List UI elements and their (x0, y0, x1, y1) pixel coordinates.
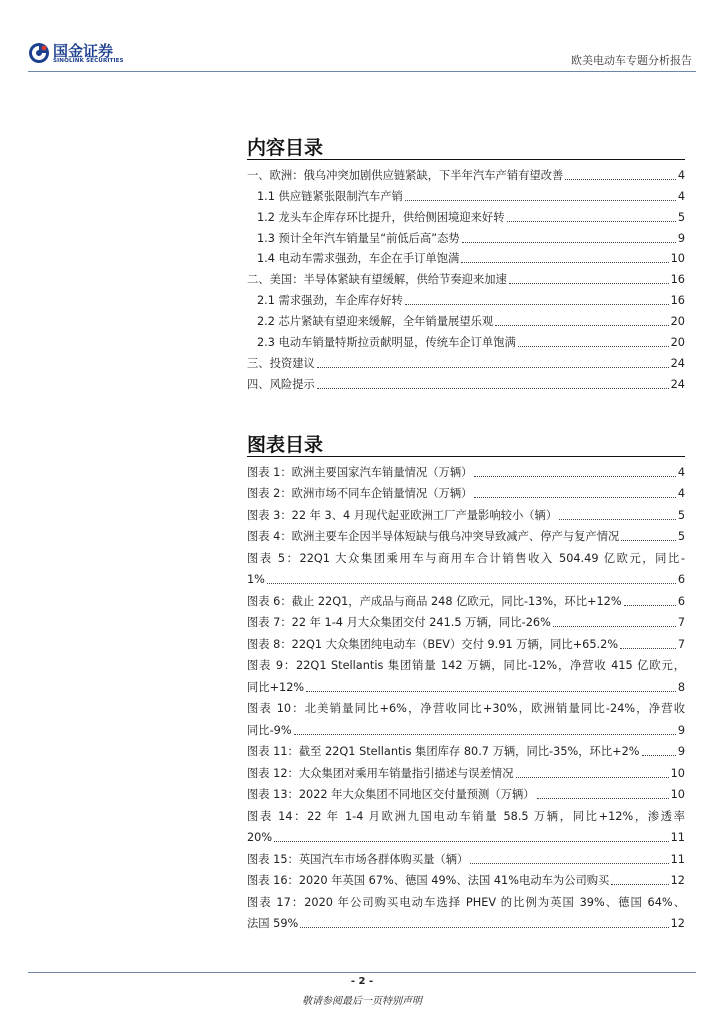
figure-entry-title-line[interactable] (247, 544, 685, 566)
figure-entry[interactable] (247, 587, 685, 609)
figure-entry-leader (516, 777, 669, 778)
toc-entry[interactable] (247, 162, 685, 183)
figure-entry[interactable] (247, 566, 685, 588)
toc-entry-label: 2.2 芯片紧缺有望迎来缓解，全年销量展望乐观 (257, 315, 494, 329)
figure-entry-label: 图表 15：英国汽车市场各群体购买量（辆） (247, 852, 469, 866)
logo-mark-icon (28, 42, 50, 64)
figure-entry-title-text: 图表 14：22 年 1-4 月欧洲九国电动车销量 58.5 万辆，同比+12%，渗透率 (247, 809, 685, 823)
figure-entry-label: 图表 8：22Q1 大众集团纯电动车（BEV）交付 9.91 万辆，同比+65.2% (247, 637, 619, 651)
list-of-figures (247, 458, 685, 931)
toc-entry-label: 二、美国：半导体紧缺有望缓解，供给节奏迎来加速 (247, 273, 507, 287)
figure-entry-label: 同比+12% (247, 680, 305, 694)
toc-entry-page: 24 (670, 356, 685, 370)
figure-entry-title-line[interactable] (247, 695, 685, 717)
toc-entry[interactable] (247, 225, 685, 246)
figure-entry-page: 12 (670, 917, 685, 930)
figure-entry-leader (620, 648, 676, 649)
figure-entry-leader (611, 884, 668, 885)
figure-entry[interactable] (247, 759, 685, 781)
figure-entry-page: 5 (677, 530, 685, 543)
figure-entry[interactable] (247, 609, 685, 631)
figure-entry-label: 20% (247, 831, 273, 844)
figures-title-divider (247, 456, 685, 457)
toc-entry-label: 三、投资建议 (247, 356, 315, 370)
figure-entry-page: 7 (677, 616, 685, 629)
toc-entry[interactable] (247, 266, 685, 287)
figure-entry-leader (537, 798, 669, 799)
page-number: - 2 - (350, 976, 374, 987)
figure-entry-leader (642, 755, 676, 756)
figure-entry-title-line[interactable] (247, 652, 685, 674)
figure-entry-leader (470, 863, 668, 864)
figure-entry-page: 4 (677, 487, 685, 500)
toc-title-divider (247, 159, 685, 160)
figure-entry-leader (474, 497, 675, 498)
figure-entry-label: 图表 13：2022 年大众集团不同地区交付量预测（万辆） (247, 788, 535, 801)
figure-entry-page: 11 (670, 831, 685, 844)
figure-entry[interactable] (247, 501, 685, 523)
toc-entry-label: 一、欧洲：俄乌冲突加剧供应链紧缺，下半年汽车产销有望改善 (247, 168, 564, 182)
figure-entry-page: 9 (677, 745, 685, 758)
toc-entry-label: 四、风险提示 (247, 377, 315, 391)
toc-entry-page: 4 (677, 168, 685, 182)
toc-entry[interactable] (247, 183, 685, 204)
figure-entry-title-line[interactable] (247, 888, 685, 910)
logo-english-name: SINOLINK SECURITIES (53, 58, 124, 64)
toc-entry-leader (405, 304, 669, 305)
figure-entry[interactable] (247, 480, 685, 502)
figure-entry-label: 1% (247, 573, 265, 586)
figure-entry-page: 7 (677, 637, 685, 651)
figure-entry-page: 11 (670, 852, 685, 866)
figure-entry-leader (274, 841, 669, 842)
figure-entry[interactable] (247, 910, 685, 932)
figure-entry-page: 10 (670, 766, 685, 780)
toc-entry-leader (507, 221, 676, 222)
figure-entry-page: 5 (677, 508, 685, 522)
figure-entry[interactable] (247, 738, 685, 760)
figure-entry-label: 图表 7：22 年 1-4 月大众集团交付 241.5 万辆，同比-26% (247, 616, 551, 629)
toc-entry-label: 1.4 电动车需求强劲，车企在手订单饱满 (257, 252, 460, 266)
toc-entry[interactable] (247, 329, 685, 350)
toc-entry-page: 4 (677, 189, 685, 203)
figure-entry-label: 图表 3：22 年 3、4 月现代起亚欧洲工厂产量影响较小（辆） (247, 508, 558, 522)
toc-entry[interactable] (247, 246, 685, 267)
toc-entry-page: 9 (677, 231, 685, 245)
figure-entry-leader (306, 691, 676, 692)
figure-entry-leader (621, 540, 676, 541)
figure-entry-page: 4 (677, 465, 685, 479)
toc-entry-page: 20 (670, 315, 685, 329)
figure-entry[interactable] (247, 781, 685, 803)
figure-entry-leader (559, 519, 676, 520)
toc-entry-leader (565, 179, 675, 180)
toc-entry-label: 1.1 供应链紧张限制汽车产销 (257, 189, 403, 203)
figure-entry-title-text: 图表 5：22Q1 大众集团乘用车与商用车合计销售收入 504.49 亿欧元，同比- (247, 551, 685, 565)
toc-entry-page: 20 (670, 336, 685, 350)
figure-entry[interactable] (247, 458, 685, 480)
figures-title: 图表目录 (247, 434, 324, 456)
toc-entry-page: 10 (670, 252, 685, 266)
figure-entry[interactable] (247, 824, 685, 846)
figure-entry-title-text: 图表 10：北美销量同比+6%，净营收同比+30%，欧洲销量同比-24%，净营收 (247, 702, 685, 715)
toc-entry-page: 16 (670, 273, 685, 287)
page-header (0, 0, 724, 70)
figure-entry-leader (267, 583, 676, 584)
figure-entry[interactable] (247, 630, 685, 652)
figure-entry[interactable] (247, 845, 685, 867)
figure-entry-label: 图表 6：截止 22Q1，产成品与商品 248 亿欧元，同比-13%，环比+12% (247, 594, 622, 608)
toc-entry-leader (317, 367, 669, 368)
figure-entry-page: 6 (677, 594, 685, 608)
toc-entry-leader (405, 200, 676, 201)
figure-entry-leader (294, 734, 676, 735)
toc-entry[interactable] (247, 287, 685, 308)
toc-entry[interactable] (247, 308, 685, 329)
figure-entry-page: 8 (677, 680, 685, 694)
figure-entry[interactable] (247, 867, 685, 889)
toc-entry-label: 2.1 需求强劲，车企库存好转 (257, 294, 403, 308)
figure-entry-title-line[interactable] (247, 802, 685, 824)
toc-entry-leader (461, 262, 668, 263)
toc-entry-label: 1.2 龙头车企库存环比提升，供给侧困境迎来好转 (257, 210, 505, 224)
figure-entry-leader (474, 476, 675, 477)
toc-entry-page: 16 (670, 294, 685, 308)
figure-entry-label: 图表 16：2020 年英国 67%、德国 49%、法国 41%电动车为公司购买 (247, 874, 610, 887)
footer-divider (28, 972, 696, 973)
toc-entry-leader (317, 388, 669, 389)
figure-entry-label: 图表 1：欧洲主要国家汽车销量情况（万辆） (247, 465, 473, 479)
header-divider (28, 71, 696, 72)
toc-entry-leader (495, 325, 668, 326)
toc-entry[interactable] (247, 350, 685, 371)
figure-entry-leader (624, 605, 676, 606)
figure-entry-title-text: 图表 9：22Q1 Stellantis 集团销量 142 万辆，同比-12%，净营收 415 亿欧元， (247, 659, 685, 672)
report-title: 欧美电动车专题分析报告 (571, 54, 692, 67)
toc-entry[interactable] (247, 371, 685, 392)
figure-entry[interactable] (247, 716, 685, 738)
figure-entry-label: 图表 12：大众集团对乘用车销量指引描述与误差情况 (247, 766, 514, 780)
toc-entry-leader (518, 346, 669, 347)
figure-entry-leader (300, 927, 668, 928)
figure-entry-label: 法国 59% (247, 917, 299, 930)
toc-entry-label: 2.3 电动车销量特斯拉贡献明显，传统车企订单饱满 (257, 336, 516, 350)
figure-entry-page: 12 (670, 874, 685, 887)
toc-entry[interactable] (247, 204, 685, 225)
company-logo (28, 40, 133, 68)
figure-entry-page: 9 (677, 723, 685, 737)
footer-disclaimer: 敬请参阅最后一页特别声明 (302, 996, 422, 1007)
toc-entry-label: 1.3 预计全年汽车销量呈“前低后高”态势 (257, 231, 460, 245)
figure-entry-page: 10 (670, 788, 685, 801)
figure-entry-label: 图表 2：欧洲市场不同车企销量情况（万辆） (247, 487, 473, 500)
figure-entry[interactable] (247, 523, 685, 545)
toc-title: 内容目录 (247, 137, 324, 159)
figure-entry-leader (553, 626, 676, 627)
toc-entry-page: 24 (670, 377, 685, 391)
toc-entry-leader (509, 283, 669, 284)
figure-entry-page: 6 (677, 573, 685, 586)
figure-entry-label: 图表 11：截至 22Q1 Stellantis 集团库存 80.7 万辆，同比-35%，环比+2% (247, 745, 640, 758)
toc-entry-page: 5 (677, 210, 685, 224)
logo-chinese-name: 国金证券 (53, 42, 114, 60)
figure-entry-label: 同比-9% (247, 723, 292, 737)
table-of-contents (247, 162, 685, 392)
toc-entry-leader (462, 242, 676, 243)
figure-entry-label: 图表 4：欧洲主要车企因半导体短缺与俄乌冲突导致减产、停产与复产情况 (247, 530, 620, 543)
figure-entry-title-text: 图表 17：2020 年公司购买电动车选择 PHEV 的比例为英国 39%、德国 64%、 (247, 895, 685, 909)
figure-entry[interactable] (247, 673, 685, 695)
